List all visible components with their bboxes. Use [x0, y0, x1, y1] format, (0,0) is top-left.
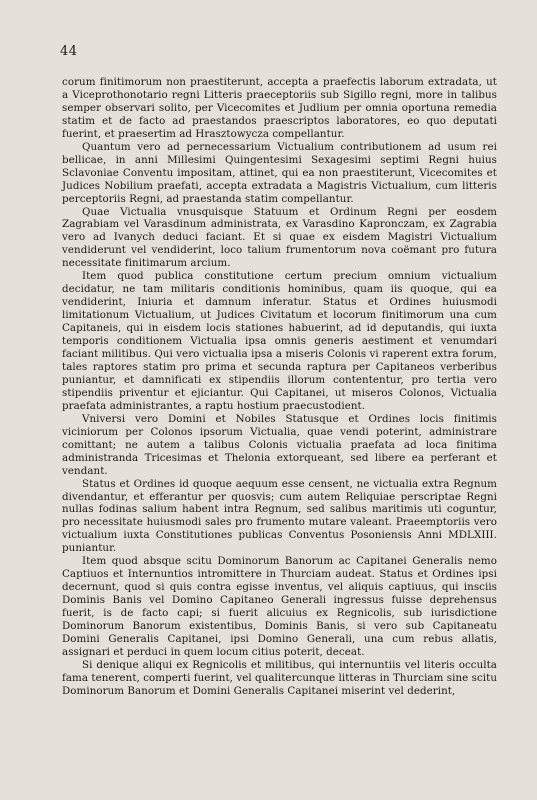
- paragraph-2: Quantum vero ad pernecessarium Victualium contributionem ad usum rei bellicae, in anni Millesimi Quingentesimi Sexagesimi septimi Regni huius Sclavoniae Conventu impositam, attinet, qui ea non praestiterunt, Vicecomites et Judices Nobilium praefati, accepta extradata a Magistris Victualium, cum litteris perceptoriis Regni, ad praestanda statim compellantur.: [62, 140, 497, 205]
- paragraph-8: Si denique aliqui ex Regnicolis et militibus, qui internuntiis vel literis occulta fama tenerent, comperti fuerint, vel qualitercunque litteras in Thurciam sine scitu Dominorum Banorum et Domini Generalis Capitanei miserint vel dederint,: [62, 658, 497, 697]
- paragraph-3: Quae Victualia vnusquisque Statuum et Ordinum Regni per eosdem Zagrabiam vel Varasdinum administrata, ex Varasdino Kapronczam, ex Zagrabia vero ad Ivanych deduci faciant. Et si quae ex eisdem Magistri Victualium vendiderunt vel vendiderint, loco talium frumentorum nova coëmant pro futura necessitate finitimarum arcium.: [62, 205, 497, 270]
- paragraph-7: Item quod absque scitu Dominorum Banorum ac Capitanei Generalis nemo Captiuos et Internuntios intromittere in Thurciam audeat. Status et Ordines ipsi decernunt, quod si quis contra egisse inventus, vel aliquis captiuus, qui insciis Dominis Banis vel Domino Capitaneo Generali ingressus fuisse deprehensus fuerit, is de facto capi; si fuerit alicuius ex Regnicolis, sub iurisdictione Dominorum Banorum existentibus, Dominis Banis, si vero sub Capitaneatu Domini Generalis Capitanei, ipsi Domino Generali, una cum rebus allatis, assignari et perduci in quem locum citius poterit, deceat.: [62, 555, 497, 658]
- paragraph-6: Status et Ordines id quoque aequum esse censent, ne victualia extra Regnum divendantur, et efferantur per quosvis; cum autem Reliquiae perscriptae Regni nullas fodinas salium habent intra Regnum, sed salibus maritimis uti coguntur, pro necessitate huiusmodi sales pro frumento mutare valeant. Praeemptoriis vero victualium iuxta Constitutiones publicas Conventus Posoniensis Anni MDLXIII. puniantur.: [62, 477, 497, 555]
- paragraph-4: Item quod publica constitutione certum precium omnium victualium decidatur, ne tam militaris conditionis hominibus, quam iis quoque, qui ea vendiderint, Iniuria et damnum inferatur. Status et Ordines huiusmodi limitationum Victualium, ut Judices Civitatum et locorum finitimorum una cum Capitaneis, qui in eisdem locis stationes habuerint, ad id deputandis, qui iuxta temporis conditionem Victualia ipsa omnis generis aestiment et venumdari faciant militibus. Qui vero victualia ipsa a miseris Colonis vi raperent extra forum, tales raptores statim pro prima et secunda raptura per Capitaneos verberibus puniantur, et damnificati ex stipendiis illorum contententur, pro tertia vero stipendiis priventur et ejiciantur. Qui Capitanei, ut miseros Colonos, Victualia praefata administrantes, a raptu hostium praecustodient.: [62, 270, 497, 412]
- paragraph-1: corum finitimorum non praestiterunt, accepta a praefectis laborum extradata, ut a Viceprothonotario regni Litteris praeceptoriis sub Sigillo regni, more in talibus semper observari solito, per Vicecomites et Judlium per omnia oportuna remedia statim et de facto ad praestandos praescriptos laboratores, eo quo deputati fuerint, et praesertim ad Hrasztowycza compellantur.: [62, 76, 497, 140]
- page-number: 44: [60, 44, 78, 59]
- paragraph-5: Vniversi vero Domini et Nobiles Statusque et Ordines locis finitimis viciniorum per Colonos ipsorum Victualia, quae vendi poterint, administrare comittant; ne autem a talibus Colonis victualia praefata ad loca finitima administranda Tricesimas et Thelonia extorqueant, sed libere ea perferant et vendant.: [62, 412, 497, 477]
- page-body: [62, 76, 497, 698]
